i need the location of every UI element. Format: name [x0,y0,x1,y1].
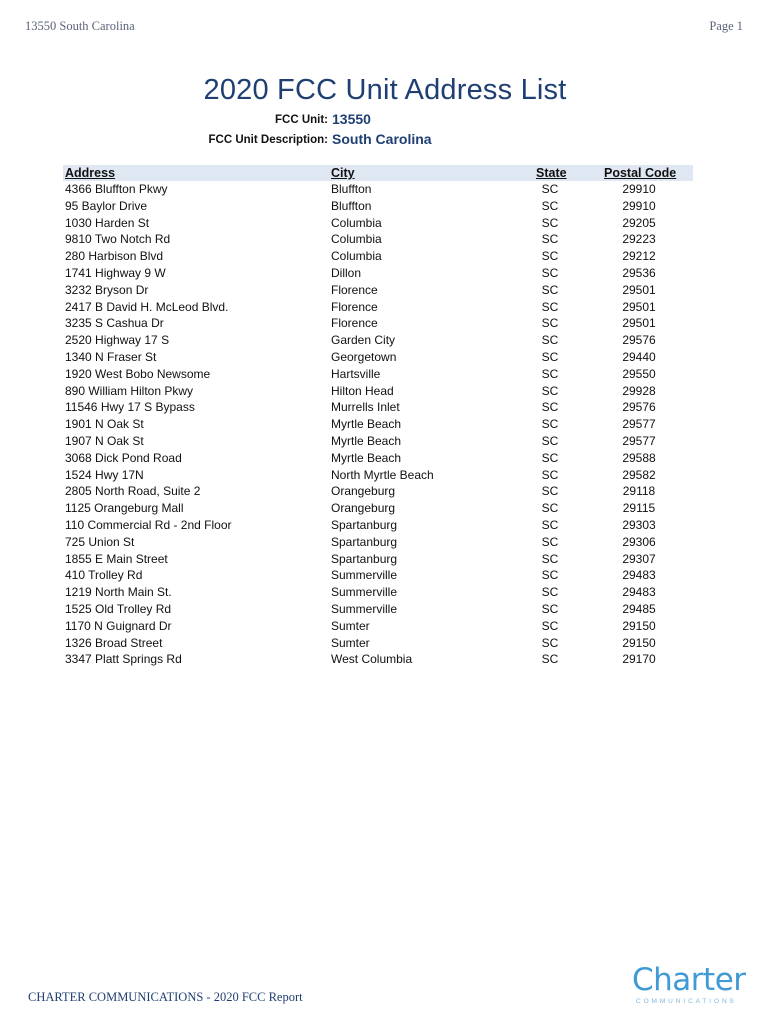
cell-address: 1907 N Oak St [65,433,144,448]
cell-postal-code: 29928 [622,383,656,398]
cell-address: 1125 Orangeburg Mall [65,501,184,516]
cell-address: 1326 Broad Street [65,635,163,650]
cell-state: SC [541,618,559,633]
cell-address: 3347 Platt Springs Rd [65,652,182,667]
fcc-unit-label: FCC Unit: [274,114,328,126]
cell-city: Hilton Head [331,383,394,398]
cell-address: 95 Baylor Drive [65,198,148,213]
cell-address: 2805 North Road, Suite 2 [65,484,201,499]
column-header-city: City [331,166,355,180]
table-row [63,601,693,618]
cell-state: SC [541,585,559,600]
cell-address: 1741 Highway 9 W [65,265,166,280]
cell-city: Summerville [331,568,398,583]
cell-city: Florence [331,299,378,314]
table-row [63,567,693,584]
cell-state: SC [541,215,559,230]
cell-state: SC [541,349,559,364]
cell-postal-code: 29440 [622,349,656,364]
logo-subtitle: COMMUNICATIONS [636,998,737,1005]
cell-city: Orangeburg [331,484,396,499]
table-row [63,315,693,332]
cell-postal-code: 29306 [622,534,656,549]
running-header [25,19,743,35]
cell-state: SC [541,484,559,499]
cell-city: Columbia [331,232,382,247]
cell-state: SC [541,366,559,381]
cell-city: Myrtle Beach [331,433,402,448]
cell-city: Myrtle Beach [331,417,402,432]
cell-state: SC [541,383,559,398]
cell-state: SC [541,400,559,415]
table-row [63,483,693,500]
cell-state: SC [541,333,559,348]
cell-address: 4366 Bluffton Pkwy [65,182,168,196]
cell-city: Georgetown [331,349,397,364]
cell-state: SC [541,417,559,432]
cell-postal-code: 29170 [622,652,656,667]
cell-state: SC [541,316,559,331]
cell-postal-code: 29501 [622,299,656,314]
table-row [63,299,693,316]
cell-state: SC [541,249,559,264]
cell-city: Summerville [331,585,398,600]
cell-state: SC [541,182,559,196]
cell-postal-code: 29501 [622,282,656,297]
cell-address: 1030 Harden St [65,215,150,230]
address-table-body [63,181,693,668]
cell-address: 410 Trolley Rd [65,568,143,583]
charter-logo [632,962,747,1008]
table-row [63,500,693,517]
cell-postal-code: 29910 [622,182,656,196]
table-row [63,282,693,299]
cell-address: 11546 Hwy 17 S Bypass [65,400,195,415]
cell-city: Dillon [331,265,362,280]
cell-postal-code: 29910 [622,198,656,213]
cell-state: SC [541,534,559,549]
cell-address: 1340 N Fraser St [65,349,157,364]
cell-postal-code: 29115 [622,501,656,516]
table-row [63,215,693,232]
fcc-unit-row [0,111,770,129]
table-row [63,332,693,349]
cell-address: 890 William Hilton Pkwy [65,383,194,398]
cell-address: 1901 N Oak St [65,417,144,432]
cell-state: SC [541,517,559,532]
cell-address: 280 Harbison Blvd [65,249,164,264]
cell-address: 1524 Hwy 17N [65,467,144,482]
cell-state: SC [541,198,559,213]
cell-state: SC [541,652,559,667]
table-row [63,618,693,635]
cell-state: SC [541,265,559,280]
cell-address: 9810 Two Notch Rd [65,232,171,247]
table-row [63,181,693,198]
cell-address: 2520 Highway 17 S [65,333,170,348]
cell-state: SC [541,635,559,650]
cell-postal-code: 29485 [622,601,656,616]
cell-state: SC [541,467,559,482]
cell-postal-code: 29536 [622,265,656,280]
cell-address: 1525 Old Trolley Rd [65,601,172,616]
cell-postal-code: 29150 [622,635,656,650]
cell-address: 1920 West Bobo Newsome [65,366,211,381]
cell-address: 3232 Bryson Dr [65,282,149,297]
table-row [63,366,693,383]
cell-city: Bluffton [331,198,372,213]
cell-address: 110 Commercial Rd - 2nd Floor [65,517,232,532]
table-row [63,651,693,668]
cell-state: SC [541,232,559,247]
header-unit-label: 13550 South Carolina [25,19,135,33]
cell-address: 1855 E Main Street [65,551,168,566]
cell-postal-code: 29212 [622,249,656,264]
cell-postal-code: 29501 [622,316,656,331]
table-row [63,416,693,433]
cell-address: 3068 Dick Pond Road [65,450,182,465]
table-row [63,383,693,400]
cell-city: Florence [331,282,378,297]
cell-postal-code: 29205 [622,215,656,230]
cell-city: Hartsville [331,366,381,381]
cell-state: SC [541,501,559,516]
table-row [63,534,693,551]
cell-postal-code: 29576 [622,400,656,415]
cell-city: Orangeburg [331,501,396,516]
cell-postal-code: 29577 [622,417,656,432]
cell-state: SC [541,551,559,566]
footer-text: CHARTER COMMUNICATIONS - 2020 FCC Report [28,990,303,1004]
table-row [63,433,693,450]
cell-postal-code: 29576 [622,333,656,348]
table-row [63,584,693,601]
cell-city: Spartanburg [331,534,398,549]
cell-address: 1219 North Main St. [65,585,172,600]
table-row [63,450,693,467]
table-row [63,467,693,484]
cell-postal-code: 29588 [622,450,656,465]
cell-state: SC [541,601,559,616]
column-header-address: Address [65,166,116,180]
cell-city: Columbia [331,215,382,230]
cell-postal-code: 29223 [622,232,656,247]
fcc-description-label: FCC Unit Description: [208,134,328,146]
fcc-unit-value: 13550 [332,111,371,127]
fcc-description-value: South Carolina [332,131,432,147]
cell-postal-code: 29577 [622,433,656,448]
page-title: 2020 FCC Unit Address List [203,74,567,106]
column-header-postal-code: Postal Code [604,166,677,180]
cell-city: Garden City [331,333,396,348]
cell-postal-code: 29150 [622,618,656,633]
cell-address: 2417 B David H. McLeod Blvd. [65,299,229,314]
page-number: Page 1 [709,19,743,33]
cell-city: Bluffton [331,182,372,196]
table-row [63,231,693,248]
cell-postal-code: 29483 [622,585,656,600]
table-row [63,517,693,534]
cell-state: SC [541,299,559,314]
cell-state: SC [541,433,559,448]
table-row [63,399,693,416]
cell-address: 1170 N Guignard Dr [65,618,172,633]
cell-city: Columbia [331,249,382,264]
cell-state: SC [541,282,559,297]
cell-city: Sumter [331,635,370,650]
fcc-description-row [0,131,770,149]
cell-postal-code: 29118 [622,484,656,499]
cell-address: 725 Union St [65,534,135,549]
cell-state: SC [541,450,559,465]
table-row [63,551,693,568]
cell-postal-code: 29303 [622,517,656,532]
cell-city: Spartanburg [331,551,398,566]
table-row [63,198,693,215]
cell-postal-code: 29483 [622,568,656,583]
table-row [63,349,693,366]
cell-city: Murrells Inlet [331,400,400,415]
cell-postal-code: 29307 [622,551,656,566]
cell-city: Summerville [331,601,398,616]
cell-city: Myrtle Beach [331,450,402,465]
cell-postal-code: 29582 [622,467,656,482]
logo-wordmark: Charter [632,962,746,998]
table-row [63,248,693,265]
table-header [63,165,693,181]
cell-city: North Myrtle Beach [331,467,434,482]
cell-state: SC [541,568,559,583]
cell-city: Spartanburg [331,517,398,532]
cell-city: West Columbia [331,652,413,667]
column-header-state: State [536,166,567,180]
cell-city: Florence [331,316,378,331]
cell-postal-code: 29550 [622,366,656,381]
cell-address: 3235 S Cashua Dr [65,316,164,331]
table-row [63,635,693,652]
cell-city: Sumter [331,618,370,633]
table-row [63,265,693,282]
